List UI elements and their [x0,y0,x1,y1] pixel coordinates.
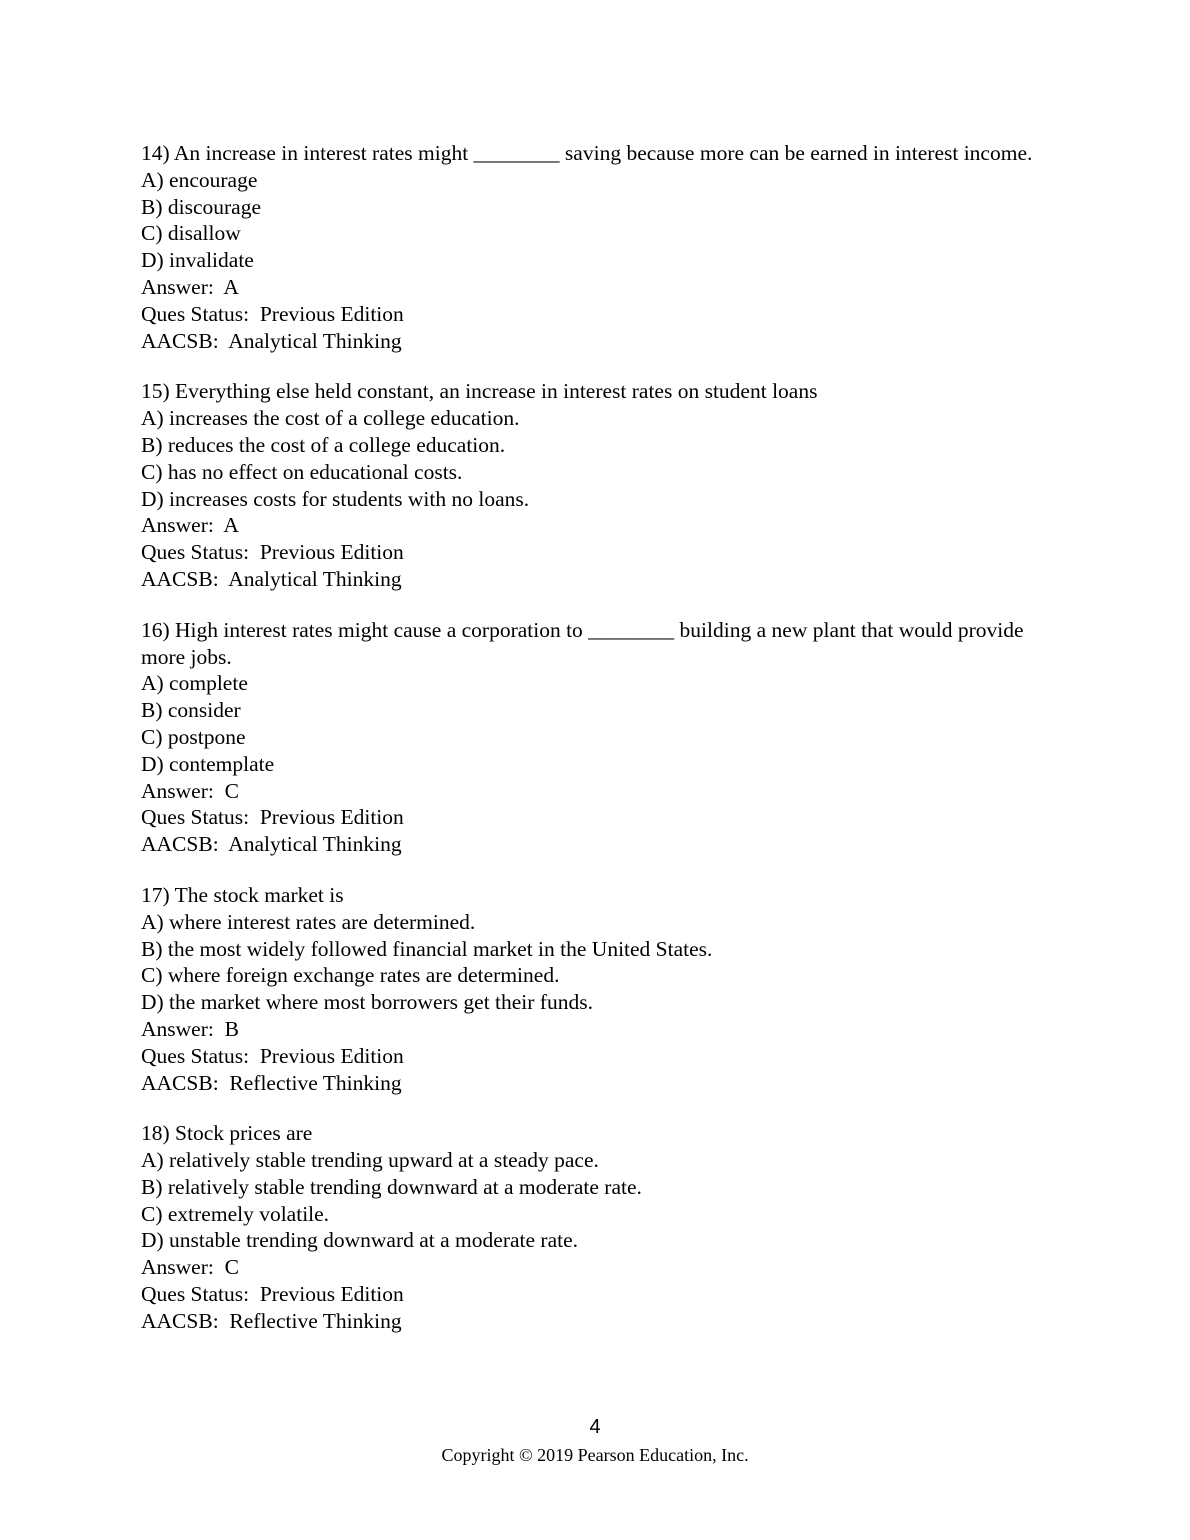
aacsb-line: AACSB: Analytical Thinking [141,566,402,591]
question-list [141,140,1046,1359]
option-b: B) consider [141,698,241,723]
option-a: A) encourage [141,167,258,192]
aacsb-line: AACSB: Analytical Thinking [141,832,402,857]
question-stem: 17) The stock market is [141,882,344,907]
option-b: B) the most widely followed financial market in the United States. [141,936,713,961]
question-17 [141,882,1046,1096]
option-d: D) increases costs for students with no loans. [141,486,530,511]
option-a: A) complete [141,671,248,696]
answer-line: Answer: A [141,274,239,299]
option-b: B) discourage [141,194,262,219]
page-number: 4 [589,1416,601,1438]
aacsb-line: AACSB: Reflective Thinking [141,1070,402,1095]
option-d: D) the market where most borrowers get their funds. [141,990,593,1015]
answer-line: Answer: C [141,1255,239,1280]
answer-line: Answer: A [141,513,239,538]
question-16 [141,617,1046,858]
option-c: C) extremely volatile. [141,1201,330,1226]
option-c: C) disallow [141,221,241,246]
option-d: D) contemplate [141,751,275,776]
copyright-notice: Copyright © 2019 Pearson Education, Inc. [441,1445,749,1465]
ques-status-line: Ques Status: Previous Edition [141,540,404,565]
question-stem: 18) Stock prices are [141,1121,313,1146]
option-c: C) where foreign exchange rates are determined. [141,963,560,988]
question-18 [141,1120,1046,1334]
aacsb-line: AACSB: Reflective Thinking [141,1308,402,1333]
option-a: A) increases the cost of a college education. [141,406,520,431]
option-c: C) has no effect on educational costs. [141,459,463,484]
option-d: D) invalidate [141,248,254,273]
question-stem: 16) High interest rates might cause a corporation to ________ building a new plant that would provide more jobs. [141,617,1029,669]
ques-status-line: Ques Status: Previous Edition [141,1043,404,1068]
question-stem: 15) Everything else held constant, an increase in interest rates on student loans [141,379,818,404]
option-d: D) unstable trending downward at a moderate rate. [141,1228,579,1253]
option-b: B) reduces the cost of a college education. [141,432,506,457]
question-14 [141,140,1046,354]
option-c: C) postpone [141,724,246,749]
aacsb-line: AACSB: Analytical Thinking [141,328,402,353]
option-a: A) where interest rates are determined. [141,909,476,934]
answer-line: Answer: C [141,778,239,803]
option-b: B) relatively stable trending downward at a moderate rate. [141,1174,642,1199]
question-stem: 14) An increase in interest rates might ________ saving because more can be earned in interest income. [141,141,1033,165]
ques-status-line: Ques Status: Previous Edition [141,301,404,326]
question-15 [141,378,1046,592]
option-a: A) relatively stable trending upward at a steady pace. [141,1148,599,1173]
answer-line: Answer: B [141,1016,239,1041]
ques-status-line: Ques Status: Previous Edition [141,805,404,830]
ques-status-line: Ques Status: Previous Edition [141,1282,404,1307]
